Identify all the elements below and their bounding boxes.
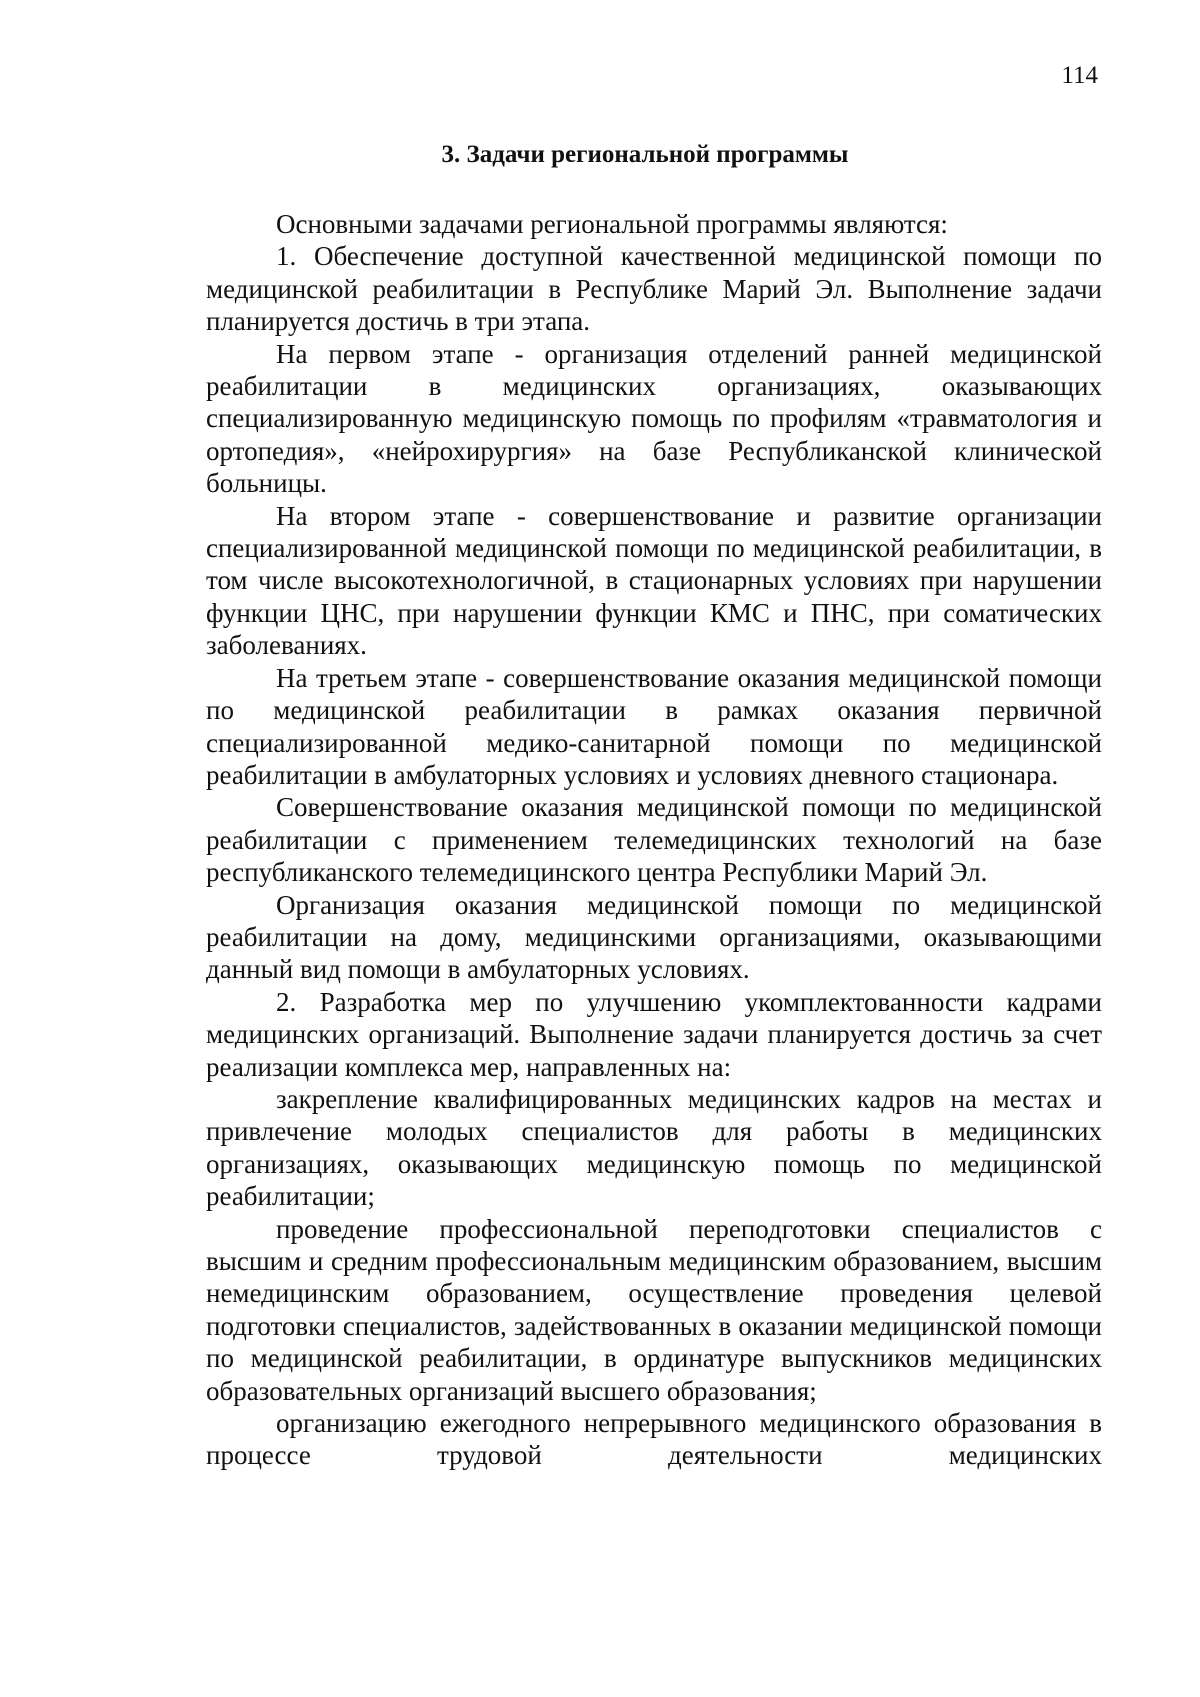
page-number: 114 xyxy=(1061,62,1098,89)
section-title: 3. Задачи региональной программы xyxy=(441,141,849,168)
body-text xyxy=(206,208,1102,1472)
paragraph-task-1: 1. Обеспечение доступной качественной медицинской помощи по медицинской реабилитации в Республике Марий Эл. Выполнение задачи планируется достичь в три этапа. xyxy=(206,241,1102,337)
paragraph-task-2: 2. Разработка мер по улучшению укомплектованности кадрами медицинских организаций. Выполнение задачи планируется достичь за счет реализации комплекса мер, направленных на: xyxy=(206,986,1102,1082)
paragraph-continuing-education: организацию ежегодного непрерывного медицинского образования в процессе трудовой деятельности медицинских xyxy=(206,1408,1102,1471)
paragraph-retraining: проведение профессиональной переподготовки специалистов с высшим и средним профессиональным медицинским образованием, высшим немедицинским образованием, осуществление проведения целевой подготовки специалистов, задействованных в оказании медицинской помощи по медицинской реабилитации, в ординатуре выпускников медицинских образовательных организаций высшего образования; xyxy=(206,1213,1102,1406)
paragraph-intro: Основными задачами региональной программы являются: xyxy=(276,209,948,239)
paragraph-stage-3: На третьем этапе - совершенствование оказания медицинской помощи по медицинской реабилитации в рамках оказания первичной специализированной медико-санитарной помощи по медицинской реабилитации в амбулаторных условиях и условиях дневного стационара. xyxy=(206,662,1102,790)
paragraph-staff-retention: закрепление квалифицированных медицинских кадров на местах и привлечение молодых специалистов для работы в медицинских организациях, оказывающих медицинскую помощь по медицинской реабилитации; xyxy=(206,1083,1102,1212)
paragraph-telemedicine: Совершенствование оказания медицинской помощи по медицинской реабилитации с применением телемедицинских технологий на базе республиканского телемедицинского центра Республики Марий Эл. xyxy=(206,792,1102,888)
paragraph-stage-1: На первом этапе - организация отделений ранней медицинской реабилитации в медицинских организациях, оказывающих специализированную медицинскую помощь по профилям «травматология и ортопедия», «нейрохирургия» на базе Республиканской клинической больницы. xyxy=(206,338,1102,499)
paragraph-stage-2: На втором этапе - совершенствование и развитие организации специализированной медицинской помощи по медицинской реабилитации, в том числе высокотехнологичной, в стационарных условиях при нарушении функции ЦНС, при нарушении функции КМС и ПНС, при соматических заболеваниях. xyxy=(206,500,1102,661)
paragraph-home-care: Организация оказания медицинской помощи по медицинской реабилитации на дому, медицинскими организациями, оказывающими данный вид помощи в амбулаторных условиях. xyxy=(206,889,1102,985)
